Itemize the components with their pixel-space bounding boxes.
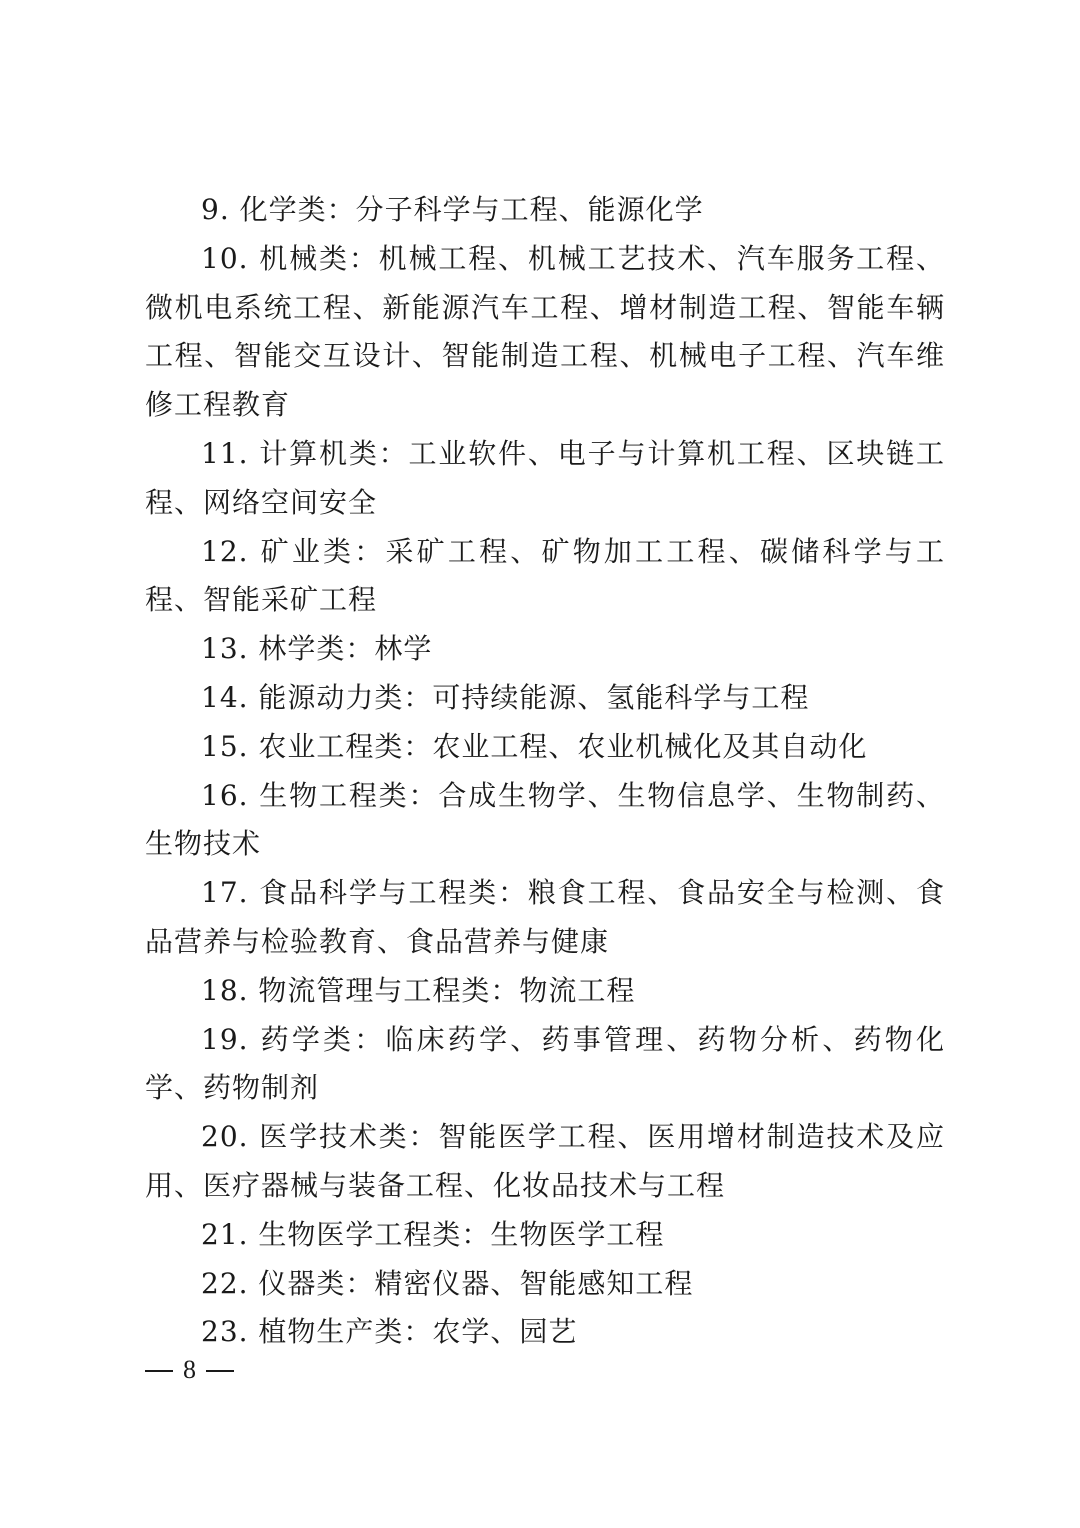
list-item-16: 16. 生物工程类：合成生物学、生物信息学、生物制药、生物技术 <box>145 778 945 861</box>
list-item-15: 15. 农业工程类：农业工程、农业机械化及其自动化 <box>201 729 868 763</box>
dash-left <box>145 1370 173 1372</box>
document-body <box>145 186 945 1357</box>
list-item-13: 13. 林学类：林学 <box>201 632 433 666</box>
list-item-17: 17. 食品科学与工程类：粮食工程、食品安全与检测、食品营养与检验教育、食品营养与健康 <box>145 876 945 958</box>
list-item-19: 19. 药学类：临床药学、药事管理、药物分析、药物化学、药物制剂 <box>145 1022 945 1105</box>
list-item-11: 11. 计算机类：工业软件、电子与计算机工程、区块链工程、网络空间安全 <box>145 436 945 519</box>
list-item-9: 9. 化学类：分子科学与工程、能源化学 <box>201 193 704 226</box>
list-item-21: 21. 生物医学工程类：生物医学工程 <box>201 1217 665 1251</box>
page-number: 8 <box>183 1355 196 1384</box>
list-item-20: 20. 医学技术类：智能医学工程、医用增材制造技术及应用、医疗器械与装备工程、化妆品技术与工程 <box>145 1120 945 1202</box>
list-item-12: 12. 矿业类：采矿工程、矿物加工工程、碳储科学与工程、智能采矿工程 <box>145 534 945 617</box>
list-item-14: 14. 能源动力类：可持续能源、氢能科学与工程 <box>201 680 810 714</box>
list-item-22: 22. 仪器类：精密仪器、智能感知工程 <box>201 1266 694 1300</box>
list-item-18: 18. 物流管理与工程类：物流工程 <box>201 973 636 1007</box>
dash-right <box>206 1370 234 1372</box>
list-item-10: 10. 机械类：机械工程、机械工艺技术、汽车服务工程、微机电系统工程、新能源汽车工程、增材制造工程、智能车辆工程、智能交互设计、智能制造工程、机械电子工程、汽车维修工程教育 <box>145 241 945 422</box>
list-item-23: 23. 植物生产类：农学、园艺 <box>201 1315 578 1349</box>
page-footer <box>145 1352 234 1388</box>
